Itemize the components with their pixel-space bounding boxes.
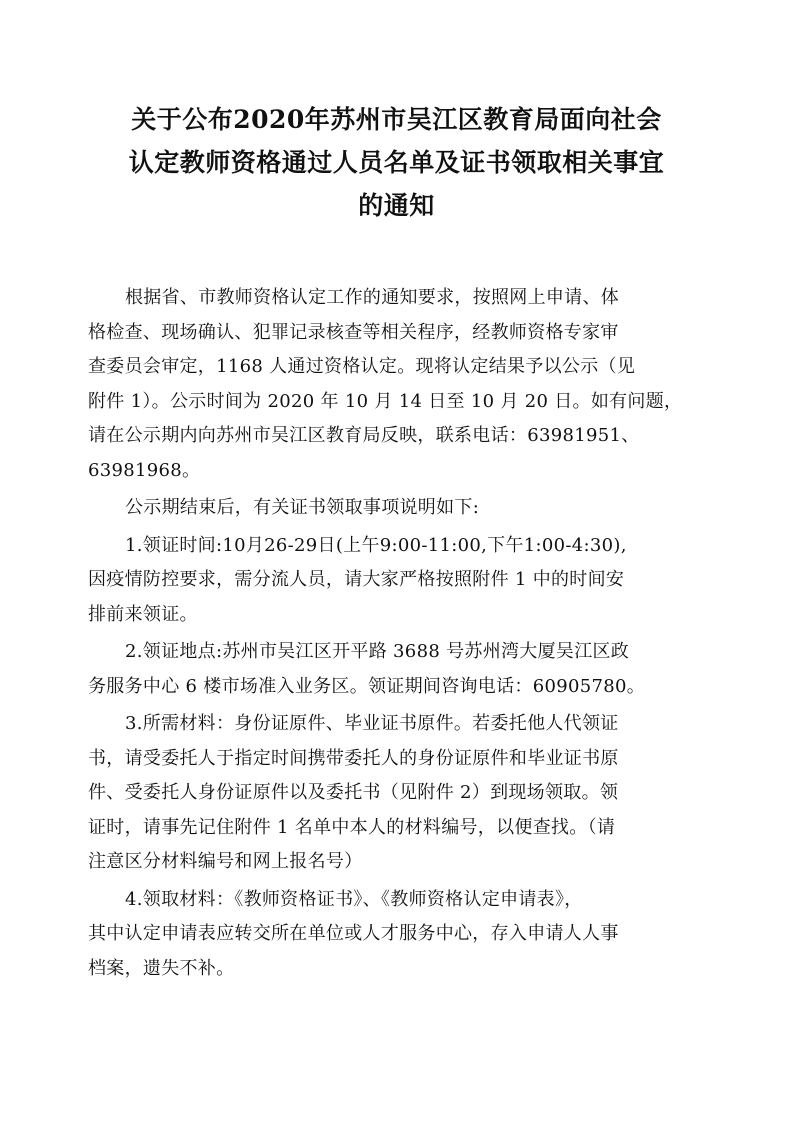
text-line: 排前来领证。 [88, 603, 198, 625]
text-line: 其中认定申请表应转交所在单位或人才服务中心，存入申请人人事 [88, 923, 619, 944]
text-line: 注意区分材料编号和网上报名号） [88, 851, 363, 872]
paragraph-item-1 [88, 529, 708, 633]
text-line: 4.领取材料：《教师资格证书》、《教师资格认定申请表》， [125, 888, 583, 910]
text-line: 件、受委托人身份证原件以及委托书（见附件 2）到现场领取。领 [88, 782, 619, 803]
notice-body [88, 281, 708, 986]
text-line: 63981968。 [88, 459, 201, 481]
paragraph-lead [88, 491, 708, 526]
text-line: 公示期结束后，有关证书领取事项说明如下: [125, 497, 480, 518]
text-line: 2.领证地点:苏州市吴江区开平路 3688 号苏州湾大厦吴江区政 [125, 641, 630, 662]
text-line: 1.领证时间:10月26-29日(上午9:00-11:00,下午1:00-4:30), [125, 534, 627, 556]
title-line: 认定教师资格通过人员名单及证书领取相关事宜 [128, 148, 665, 177]
text-line: 附件 1）。公示时间为 2020 年 10 月 14 日至 10 月 20 日。如有问题， [88, 390, 683, 412]
text-line: 格检查、现场确认、犯罪记录核查等相关程序，经教师资格专家审 [88, 321, 619, 343]
title-line: 的通知 [358, 191, 435, 220]
text-line: 查委员会审定，1168 人通过资格认定。现将认定结果予以公示（见 [88, 356, 636, 377]
title-line: 关于公布2020年苏州市吴江区教育局面向社会 [131, 105, 662, 134]
text-line: 请在公示期内向苏州市吴江区教育局反映，联系电话：63981951、 [88, 425, 640, 446]
paragraph-intro [88, 281, 708, 488]
paragraph-item-2 [88, 635, 708, 704]
text-line: 根据省、市教师资格认定工作的通知要求，按照网上申请、体 [125, 287, 620, 308]
text-line: 3.所需材料：身份证原件、毕业证书原件。若委托他人代领证 [125, 713, 619, 734]
text-line: 档案，遗失不补。 [88, 957, 235, 979]
text-line: 因疫情防控要求，需分流人员，请大家严格按照附件 1 中的时间安 [88, 569, 625, 590]
notice-title [70, 98, 723, 227]
paragraph-item-4 [88, 883, 708, 987]
paragraph-item-3 [88, 707, 708, 880]
text-line: 务服务中心 6 楼市场准入业务区。领证期间咨询电话：60905780。 [88, 675, 646, 697]
text-line: 书，请受委托人于指定时间携带委托人的身份证原件和毕业证书原 [88, 747, 619, 769]
text-line: 证时，请事先记住附件 1 名单中本人的材料编号，以便查找。（请 [88, 816, 616, 838]
